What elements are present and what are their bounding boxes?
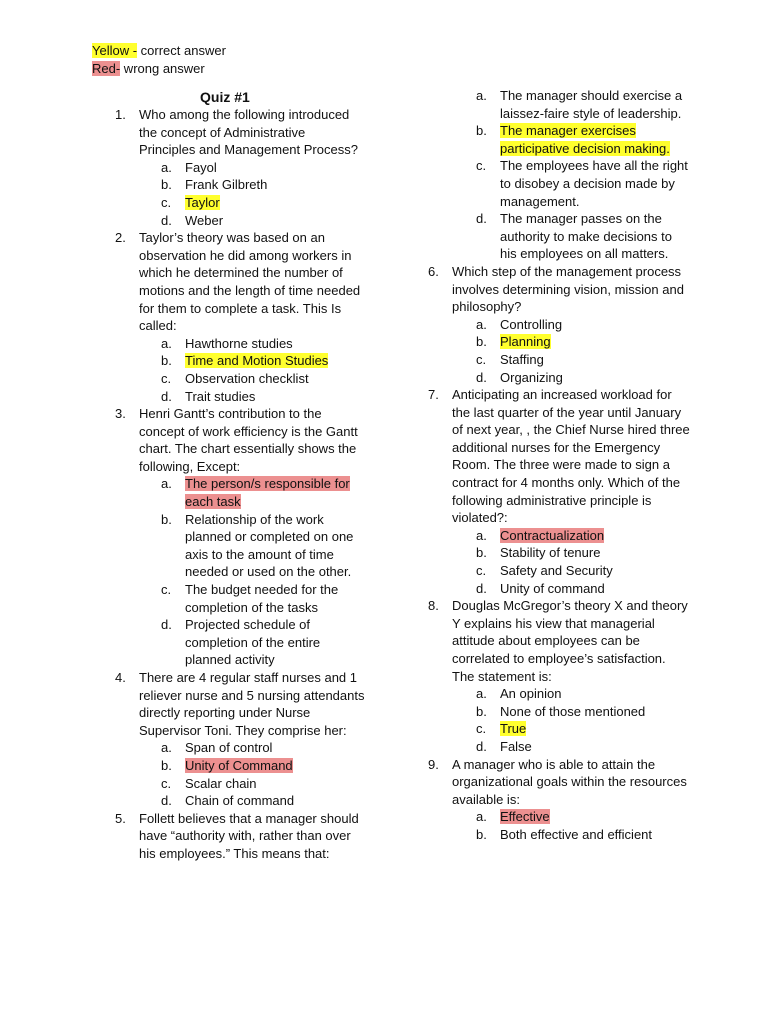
answer-option — [161, 388, 365, 406]
option-letter: b. — [161, 757, 172, 773]
question-number: 2. — [115, 230, 126, 246]
question-number: 3. — [115, 406, 126, 422]
option-text-content: Fayol — [185, 159, 217, 175]
option-text-content: The manager exercises participative decision making. — [500, 123, 670, 156]
option-text-content: Unity of command — [500, 580, 605, 596]
option-letter: b. — [476, 123, 487, 139]
option-letter: d. — [161, 617, 172, 633]
option-text-content: The budget needed for the completion of the tasks — [185, 582, 339, 615]
option-text — [185, 159, 365, 177]
question-block — [115, 106, 365, 229]
option-letter: b. — [161, 353, 172, 369]
option-text — [185, 775, 365, 793]
option-text-content: The manager passes on the authority to make decisions to his employees on all matters. — [500, 211, 672, 262]
option-letter: d. — [161, 212, 172, 228]
option-letter: a. — [161, 740, 172, 756]
answer-option — [161, 176, 365, 194]
option-text-content: True — [500, 721, 527, 737]
option-text-content: Stability of tenure — [500, 545, 601, 561]
option-text — [185, 212, 365, 230]
option-text-content: Staffing — [500, 351, 544, 367]
answer-option — [161, 792, 365, 810]
question-block — [428, 386, 690, 597]
option-text — [500, 685, 690, 703]
answer-option — [476, 316, 690, 334]
options-list — [476, 87, 690, 263]
option-text-content: Contractualization — [500, 527, 605, 543]
option-text — [500, 351, 690, 369]
option-text — [185, 176, 365, 194]
answer-option — [476, 527, 690, 545]
answer-option — [476, 738, 690, 756]
question-text: A manager who is able to attain the organizational goals within the resources available is: — [452, 756, 687, 807]
answer-option — [476, 685, 690, 703]
option-text-content: Frank Gilbreth — [185, 177, 268, 193]
question — [428, 386, 690, 527]
answer-option — [476, 122, 690, 157]
option-text — [500, 122, 690, 157]
option-letter: a. — [476, 809, 487, 825]
answer-option — [476, 157, 690, 210]
question-number: 4. — [115, 670, 126, 685]
question-text: Douglas McGregor’s theory X and theory Y explains his view that managerial attitude about employees can be correlated to employee’s satisfaction. The statement is: — [452, 598, 688, 684]
option-text-content: The manager should exercise a laissez-faire style of leadership. — [500, 88, 683, 121]
option-letter: b. — [476, 826, 487, 842]
option-letter: c. — [161, 194, 172, 210]
option-text — [185, 388, 365, 406]
answer-option — [476, 808, 690, 826]
left-column — [115, 106, 365, 863]
question-number: 6. — [428, 263, 439, 279]
answer-option — [476, 826, 690, 844]
option-letter: a. — [161, 335, 172, 351]
options-list — [161, 335, 365, 405]
legend-yellow-label: Yellow - — [92, 43, 138, 58]
question-block — [428, 263, 690, 386]
option-letter: b. — [476, 545, 487, 561]
option-letter: d. — [476, 211, 487, 227]
answer-option — [476, 562, 690, 580]
legend-wrong — [92, 60, 205, 78]
option-text — [500, 157, 690, 210]
answer-option — [476, 87, 690, 122]
answer-option — [476, 720, 690, 738]
question — [428, 263, 690, 316]
option-letter: b. — [161, 177, 172, 193]
option-text-content: Relationship of the work planned or completed on one axis to the amount of time needed or used on the other. — [185, 511, 354, 580]
legend-correct — [92, 42, 226, 60]
option-text — [185, 616, 365, 669]
answer-option — [161, 757, 365, 775]
legend-red-label: Red- — [92, 61, 121, 76]
options-list — [161, 739, 365, 809]
option-text — [500, 544, 690, 562]
option-text-content: Weber — [185, 212, 224, 228]
question — [428, 756, 690, 809]
right-column — [428, 87, 690, 844]
option-letter: a. — [161, 159, 172, 175]
option-text-content: An opinion — [500, 686, 562, 702]
options-list — [161, 159, 365, 229]
question-text: Which step of the management process involves determining vision, mission and philosophy? — [452, 263, 684, 315]
options-list — [476, 527, 690, 597]
option-text — [185, 581, 365, 616]
option-letter: a. — [476, 316, 487, 332]
options-list — [161, 475, 365, 669]
option-letter: d. — [161, 388, 172, 404]
question-number: 5. — [115, 810, 126, 826]
option-text-content: The employees have all the right to disobey a decision made by management. — [500, 158, 688, 209]
option-letter: c. — [161, 582, 172, 598]
option-text — [500, 703, 690, 721]
answer-option — [161, 581, 365, 616]
option-text — [500, 369, 690, 387]
option-letter: c. — [161, 775, 172, 791]
option-text-content: Unity of Command — [185, 757, 293, 773]
option-letter: d. — [161, 793, 172, 809]
option-text-content: Scalar chain — [185, 775, 257, 791]
option-letter: b. — [476, 334, 487, 350]
option-text — [185, 352, 365, 370]
option-text-content: Span of control — [185, 740, 273, 756]
legend-red-text: wrong answer — [120, 61, 205, 76]
option-text-content: False — [500, 738, 532, 754]
option-letter: c. — [476, 351, 487, 367]
answer-option — [161, 475, 365, 510]
question-number: 9. — [428, 756, 439, 772]
option-letter: c. — [476, 721, 487, 737]
answer-option — [476, 703, 690, 721]
option-text — [185, 370, 365, 388]
question-text: Who among the following introduced the concept of Administrative Principles and Management Process? — [139, 107, 358, 158]
option-text — [500, 808, 690, 826]
answer-option — [476, 333, 690, 351]
question-text: Henri Gantt’s contribution to the concept of work efficiency is the Gantt chart. The chart essentially shows the following, Except: — [139, 406, 358, 474]
option-text-content: Safety and Security — [500, 563, 613, 579]
option-letter: c. — [161, 370, 172, 386]
question-text: Taylor’s theory was based on an observation he did among workers in which he determined the number of motions and the length of time needed for them to complete a task. This Is called: — [139, 230, 361, 334]
option-text — [500, 210, 690, 263]
question-text: Anticipating an increased workload for the last quarter of the year until January of next year, , the Chief Nurse hired three additional nurses for the Emergency Room. The three were made to sign a contract for 4 months only. Which of the following administrative principle is violated?: — [452, 387, 690, 526]
option-text — [500, 527, 690, 545]
option-text-content: Effective — [500, 809, 550, 825]
question-text: Follett believes that a manager should have “authority with, rather than over his employees.” This means that: — [139, 810, 359, 861]
option-text-content: Both effective and efficient — [500, 826, 653, 842]
answer-option — [476, 210, 690, 263]
legend-yellow-text: correct answer — [137, 43, 226, 58]
option-text-content: Taylor — [185, 194, 220, 210]
answer-option — [161, 511, 365, 581]
option-text-content: Chain of command — [185, 793, 295, 809]
option-text — [500, 826, 690, 844]
answer-option — [161, 212, 365, 230]
option-letter: b. — [161, 511, 172, 527]
option-text — [500, 738, 690, 756]
option-text — [500, 316, 690, 334]
option-text — [500, 580, 690, 598]
option-text-content: Planning — [500, 334, 551, 350]
quiz-title: Quiz #1 — [200, 89, 250, 105]
question — [115, 669, 365, 739]
answer-option — [161, 775, 365, 793]
question — [115, 106, 365, 159]
option-letter: c. — [476, 158, 487, 174]
options-list — [476, 808, 690, 843]
option-text-content: Hawthorne studies — [185, 335, 293, 351]
option-text — [185, 757, 365, 775]
option-text-content: Trait studies — [185, 388, 256, 404]
option-text-content: None of those mentioned — [500, 703, 646, 719]
question-number: 1. — [115, 107, 126, 122]
option-letter: a. — [476, 88, 487, 103]
option-letter: a. — [476, 686, 487, 702]
question-text: There are 4 regular staff nurses and 1 reliever nurse and 5 nursing attendants directly reporting under Nurse Supervisor Toni. They comprise her: — [139, 670, 365, 738]
option-text — [500, 87, 690, 122]
question — [115, 229, 365, 335]
question-number: 8. — [428, 598, 439, 614]
question-number: 7. — [428, 387, 439, 403]
option-text-content: Organizing — [500, 369, 563, 385]
answer-option — [161, 616, 365, 669]
option-text — [500, 562, 690, 580]
option-letter: d. — [476, 580, 487, 596]
option-text-content: Controlling — [500, 316, 563, 332]
option-letter: c. — [476, 563, 487, 579]
option-text — [185, 739, 365, 757]
option-text-content: The person/s responsible for each task — [185, 476, 350, 510]
option-letter: a. — [476, 527, 487, 543]
answer-option — [161, 194, 365, 212]
question-block — [428, 87, 690, 263]
option-letter: a. — [161, 476, 172, 492]
answer-option — [161, 739, 365, 757]
option-letter: d. — [476, 738, 487, 754]
option-text-content: Time and Motion Studies — [185, 353, 329, 369]
question-block — [115, 669, 365, 810]
answer-option — [476, 580, 690, 598]
option-text — [185, 792, 365, 810]
option-text-content: Observation checklist — [185, 370, 309, 386]
options-list — [476, 685, 690, 755]
option-letter: d. — [476, 369, 487, 385]
question-block — [115, 810, 365, 863]
answer-option — [161, 335, 365, 353]
option-text — [185, 194, 365, 212]
option-text — [500, 720, 690, 738]
answer-option — [476, 369, 690, 387]
option-text — [185, 335, 365, 353]
question — [115, 405, 365, 475]
options-list — [476, 316, 690, 386]
question-block — [115, 229, 365, 405]
answer-option — [161, 159, 365, 177]
answer-option — [476, 544, 690, 562]
answer-option — [161, 370, 365, 388]
question-block — [115, 405, 365, 669]
option-text — [185, 475, 365, 510]
option-text — [185, 511, 365, 581]
option-letter: b. — [476, 703, 487, 719]
question-block — [428, 597, 690, 755]
question-block — [428, 756, 690, 844]
question — [115, 810, 365, 863]
answer-option — [476, 351, 690, 369]
question — [428, 597, 690, 685]
option-text — [500, 333, 690, 351]
answer-option — [161, 352, 365, 370]
option-text-content: Projected schedule of completion of the entire planned activity — [185, 617, 321, 668]
